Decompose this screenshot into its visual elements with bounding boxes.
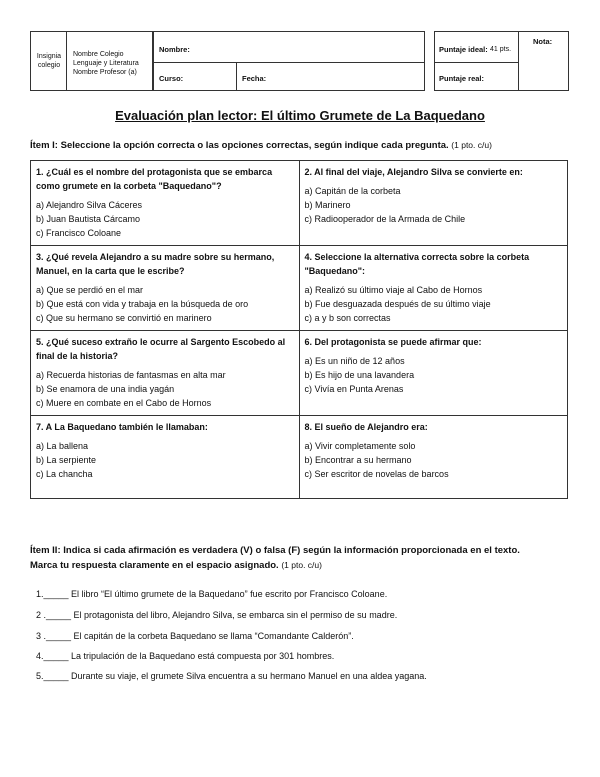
option: b) Encontrar a su hermano xyxy=(304,455,412,465)
insignia-text: Insignia colegio xyxy=(36,53,62,69)
item1-points: (1 pto. c/u) xyxy=(451,140,492,150)
option: c) Francisco Coloane xyxy=(36,228,122,238)
option: a) Alejandro Silva Cáceres xyxy=(36,200,143,210)
question-text: 3. ¿Qué revela Alejandro a su madre sobre su hermano, Manuel, en la carta que le escribe? xyxy=(36,252,275,276)
question-text: 8. El sueño de Alejandro era: xyxy=(304,422,428,432)
item2-heading xyxy=(30,543,575,573)
ideal-score-label: Puntaje ideal: xyxy=(439,45,488,54)
option: c) a y b son correctas xyxy=(304,313,391,323)
question-cell xyxy=(299,416,568,499)
ideal-score-value: 41 pts. xyxy=(490,46,512,53)
question-text: 5. ¿Qué suceso extraño le ocurre al Sargento Escobedo al final de la historia? xyxy=(36,337,286,361)
question-cell xyxy=(31,246,300,331)
grade-label: Nota: xyxy=(533,37,553,46)
option: a) Realizó su último viaje al Cabo de Hornos xyxy=(304,285,483,295)
true-false-statement: 5._____ Durante su viaje, el grumete Silva encuentra a su hermano Manuel en una aldea yagana. xyxy=(36,671,427,681)
option: c) Que su hermano se convirtió en marinero xyxy=(36,313,212,323)
option: b) Es hijo de una lavandera xyxy=(304,370,415,380)
question-cell xyxy=(31,331,300,416)
page-title: Evaluación plan lector: El último Grumete de La Baquedano xyxy=(115,108,485,123)
item2-heading-line2: Marca tu respuesta claramente en el espacio asignado. xyxy=(30,560,279,571)
item1-heading xyxy=(30,138,575,153)
student-info-box xyxy=(153,31,425,91)
option: a) Vivir completamente solo xyxy=(304,441,416,451)
question-cell xyxy=(31,416,300,499)
option: c) Ser escritor de novelas de barcos xyxy=(304,469,449,479)
true-false-statement: 2 ._____ El protagonista del libro, Alejandro Silva, se embarca sin el permiso de su madre. xyxy=(36,610,398,620)
option: a) Capitán de la corbeta xyxy=(304,186,401,196)
name-label: Nombre: xyxy=(159,45,190,54)
question-text: 4. Seleccione la alternativa correcta sobre la corbeta "Baquedano": xyxy=(304,252,530,276)
question-text: 2. Al final del viaje, Alejandro Silva se convierte en: xyxy=(304,167,523,177)
real-score-label: Puntaje real: xyxy=(439,74,485,83)
option: c) La chancha xyxy=(36,469,93,479)
question-cell xyxy=(31,161,300,246)
option: b) Fue desguazada después de su último viaje xyxy=(304,299,491,309)
questions-table xyxy=(30,160,568,499)
option: a) Que se perdió en el mar xyxy=(36,285,144,295)
question-cell xyxy=(299,246,568,331)
option: a) Recuerda historias de fantasmas en alta mar xyxy=(36,370,226,380)
question-text: 6. Del protagonista se puede afirmar que: xyxy=(304,337,482,347)
option: c) Vivía en Punta Arenas xyxy=(304,384,404,394)
option: a) Es un niño de 12 años xyxy=(304,356,405,366)
true-false-statement: 1._____ El libro “El último grumete de la Baquedano” fue escrito por Francisco Coloane. xyxy=(36,589,388,599)
question-text: 7. A La Baquedano también le llamaban: xyxy=(36,422,208,432)
true-false-statement: 3 ._____ El capitán de la corbeta Baquedano se llama “Comandante Calderón”. xyxy=(36,631,354,641)
item2-points: (1 pto. c/u) xyxy=(281,560,322,570)
item2-heading-line1: Ítem II: Indica si cada afirmación es verdadera (V) o falsa (F) según la información proporcionada en el texto. xyxy=(30,545,520,556)
question-text: 1. ¿Cuál es el nombre del protagonista que se embarca como grumete en la corbeta "Baquedano"? xyxy=(36,167,273,191)
school-name: Nombre Colegio xyxy=(73,51,124,58)
school-subject: Lenguaje y Literatura xyxy=(73,60,139,67)
score-box xyxy=(434,31,519,91)
true-false-statement: 4._____ La tripulación de la Baquedano está compuesta por 301 hombres. xyxy=(36,651,335,661)
option: b) Que está con vida y trabaja en la búsqueda de oro xyxy=(36,299,249,309)
option: c) Radiooperador de la Armada de Chile xyxy=(304,214,466,224)
school-info-box xyxy=(67,31,153,91)
insignia-box xyxy=(30,31,67,91)
option: b) Juan Bautista Cárcamo xyxy=(36,214,141,224)
option: a) La ballena xyxy=(36,441,89,451)
teacher-name: Nombre Profesor (a) xyxy=(73,69,137,76)
date-label: Fecha: xyxy=(242,74,267,83)
option: b) Se enamora de una india yagán xyxy=(36,384,175,394)
option: c) Muere en combate en el Cabo de Hornos xyxy=(36,398,212,408)
question-cell xyxy=(299,331,568,416)
grade-box xyxy=(519,31,569,91)
item1-heading-text: Ítem I: Seleccione la opción correcta o las opciones correctas, según indique cada pregunta. xyxy=(30,140,449,151)
option: b) La serpiente xyxy=(36,455,97,465)
option: b) Marinero xyxy=(304,200,351,210)
course-label: Curso: xyxy=(159,74,184,83)
question-cell xyxy=(299,161,568,246)
